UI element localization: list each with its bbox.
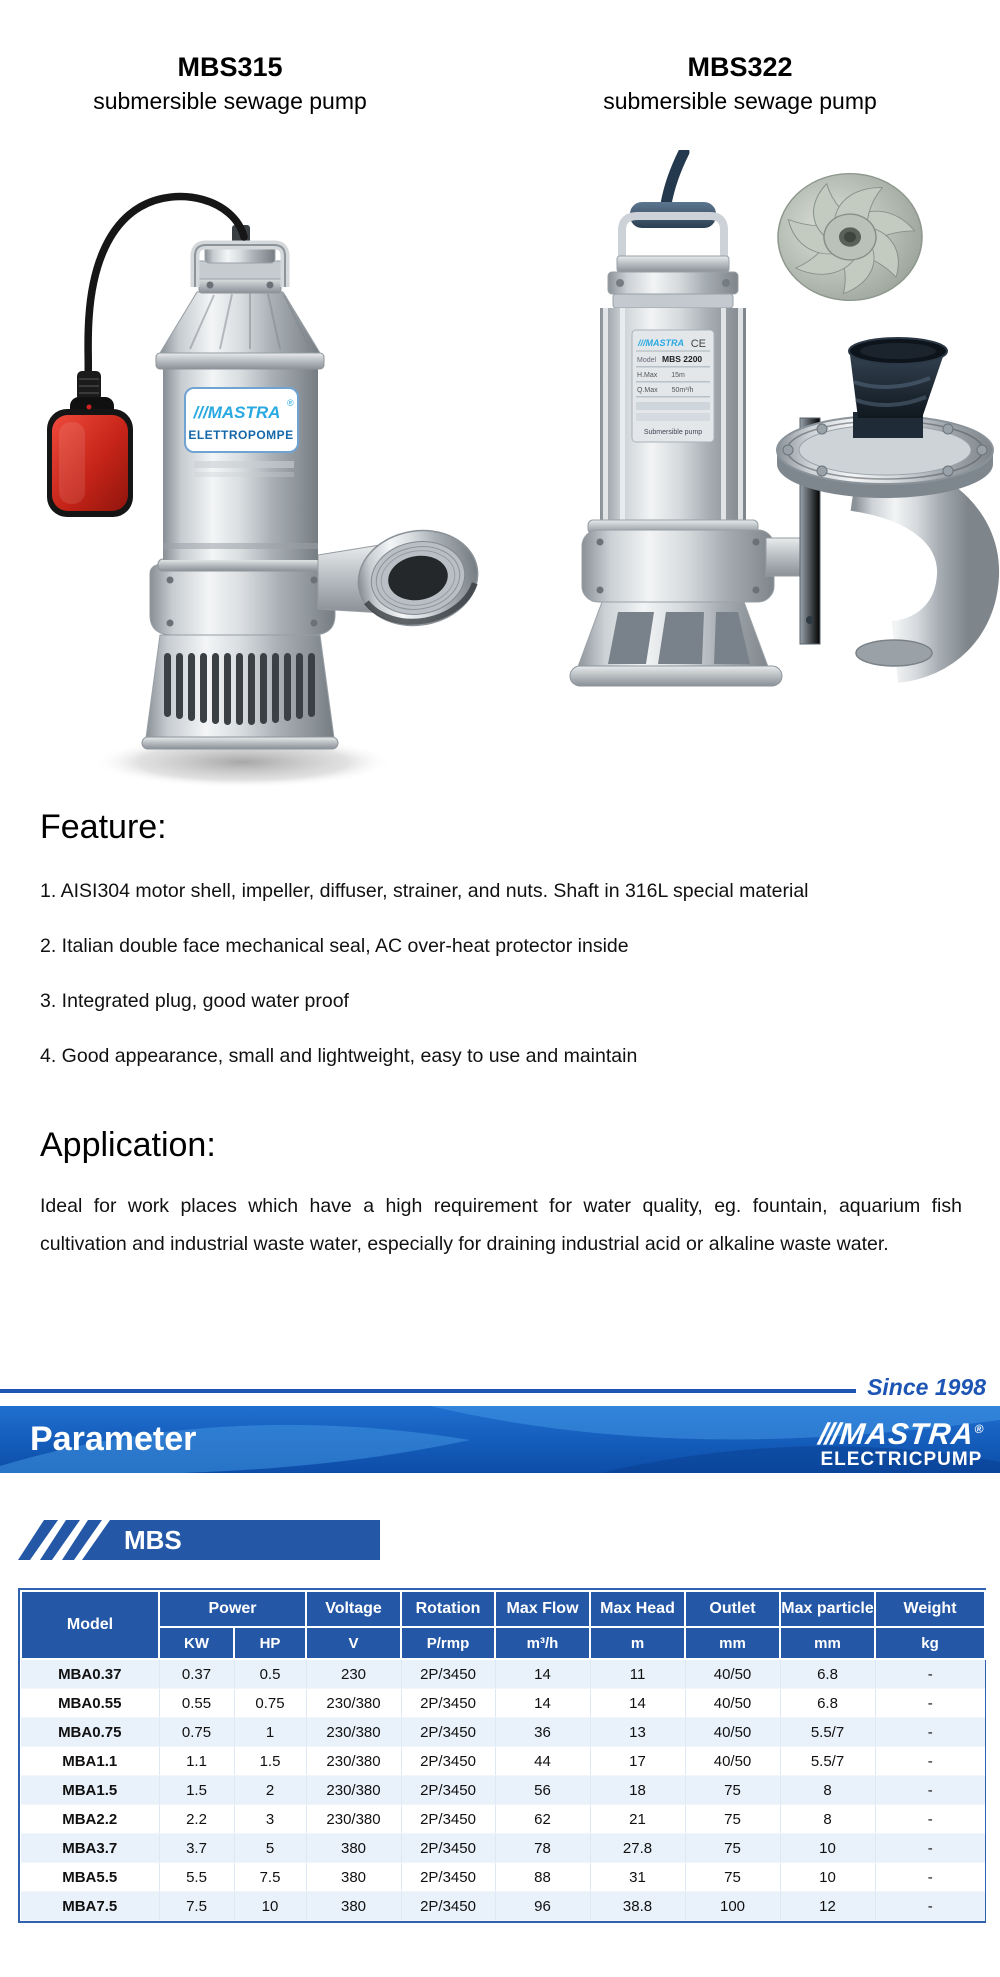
value-cell: 6.8 (780, 1659, 875, 1689)
impeller-illustration (762, 159, 938, 314)
volute-casing (150, 559, 335, 635)
float-switch (47, 371, 133, 517)
value-cell: 75 (685, 1805, 780, 1834)
plate-spec-2: Q.Max 50m³/h (637, 387, 694, 394)
value-cell: 5.5 (159, 1863, 234, 1892)
value-cell: 2 (234, 1776, 306, 1805)
feature-section (40, 808, 962, 1093)
value-cell: 2P/3450 (401, 1776, 495, 1805)
since-divider-line (0, 1389, 856, 1393)
feature-heading: Feature: (40, 808, 167, 846)
banner-title: Parameter (30, 1420, 197, 1458)
table-row (21, 1747, 985, 1776)
label-line2: ELETTROPOMPE (188, 428, 294, 442)
value-cell: 12 (780, 1892, 875, 1921)
value-cell: 1.5 (159, 1776, 234, 1805)
model-subtitle: submersible sewage pump (603, 88, 877, 114)
col-header-model: Model (21, 1591, 159, 1659)
value-cell: 10 (780, 1863, 875, 1892)
model-cell: MBA5.5 (21, 1863, 159, 1892)
discharge-outlet (318, 521, 485, 634)
col-header-max-particle: Max particle (780, 1591, 875, 1627)
feature-item: 2. Italian double face mechanical seal, AC over-heat protector inside (40, 935, 629, 957)
value-cell: 0.55 (159, 1689, 234, 1718)
col-header-weight: Weight (875, 1591, 985, 1627)
table-row (21, 1689, 985, 1718)
plate-brand: ///MASTRA (638, 338, 685, 348)
value-cell: 14 (590, 1689, 685, 1718)
value-cell: - (875, 1718, 985, 1747)
mastra-logo (816, 1413, 986, 1471)
value-cell: 7.5 (159, 1892, 234, 1921)
value-cell: 78 (495, 1834, 590, 1863)
value-cell: 5.5/7 (780, 1747, 875, 1776)
value-cell: 3 (234, 1805, 306, 1834)
value-cell: 230/380 (306, 1718, 401, 1747)
value-cell: 40/50 (685, 1689, 780, 1718)
value-cell: 62 (495, 1805, 590, 1834)
value-cell: 2P/3450 (401, 1834, 495, 1863)
value-cell: 44 (495, 1747, 590, 1776)
value-cell: 380 (306, 1863, 401, 1892)
value-cell: 14 (495, 1659, 590, 1689)
value-cell: 75 (685, 1834, 780, 1863)
nameplate (632, 330, 714, 442)
model-subtitle: submersible sewage pump (93, 88, 367, 114)
table-row (21, 1863, 985, 1892)
unit-kw: KW (159, 1627, 234, 1659)
value-cell: 40/50 (685, 1718, 780, 1747)
value-cell: 230 (306, 1659, 401, 1689)
application-heading: Application: (40, 1126, 216, 1164)
unit-m: m (590, 1627, 685, 1659)
value-cell: 18 (590, 1776, 685, 1805)
motor-body (156, 353, 324, 560)
since-text: Since 1998 (867, 1374, 986, 1400)
value-cell: - (875, 1892, 985, 1921)
brand-label (185, 388, 298, 477)
value-cell: 8 (780, 1805, 875, 1834)
value-cell: 14 (495, 1689, 590, 1718)
value-cell: 88 (495, 1863, 590, 1892)
model-cell: MBA7.5 (21, 1892, 159, 1921)
value-cell: 31 (590, 1863, 685, 1892)
table-row (21, 1776, 985, 1805)
value-cell: 2.2 (159, 1805, 234, 1834)
plate-spec-1: H.Max 15m (637, 372, 685, 379)
model-cell: MBA0.55 (21, 1689, 159, 1718)
table-row (21, 1805, 985, 1834)
logo-brand-row (817, 1413, 986, 1451)
value-cell: 2P/3450 (401, 1689, 495, 1718)
mbs322-product-image (470, 150, 1000, 710)
col-header-max-flow: Max Flow (495, 1591, 590, 1627)
table-row (21, 1718, 985, 1747)
unit-m3h: m³/h (495, 1627, 590, 1659)
unit-hp: HP (234, 1627, 306, 1659)
application-section (40, 1126, 962, 1263)
model-cell: MBA3.7 (21, 1834, 159, 1863)
model-cell: MBA0.37 (21, 1659, 159, 1689)
pump-stand (570, 602, 782, 686)
spec-table (20, 1590, 986, 1921)
logo-slashes: /// (816, 1418, 840, 1451)
value-cell: 11 (590, 1659, 685, 1689)
series-tab-mbs (18, 1520, 380, 1560)
value-cell: 40/50 (685, 1747, 780, 1776)
value-cell: 10 (780, 1834, 875, 1863)
unit-v: V (306, 1627, 401, 1659)
value-cell: 8 (780, 1776, 875, 1805)
value-cell: 1 (234, 1718, 306, 1747)
value-cell: 2P/3450 (401, 1747, 495, 1776)
value-cell: 7.5 (234, 1863, 306, 1892)
feature-item: 3. Integrated plug, good water proof (40, 990, 349, 1012)
unit-particle-mm: mm (780, 1627, 875, 1659)
logo-brand-text: MASTRA (837, 1418, 976, 1451)
value-cell: 5.5/7 (780, 1718, 875, 1747)
value-cell: 6.8 (780, 1689, 875, 1718)
logo-subtext: ELECTRICPUMP (820, 1449, 983, 1470)
elbow-fitting (777, 338, 993, 666)
ce-mark: CE (690, 338, 706, 350)
plate-model-value: MBS 2200 (662, 354, 703, 364)
value-cell: - (875, 1689, 985, 1718)
unit-outlet-mm: mm (685, 1627, 780, 1659)
product-title-mbs315 (0, 52, 460, 115)
value-cell: 0.75 (234, 1689, 306, 1718)
value-cell: 13 (590, 1718, 685, 1747)
value-cell: 75 (685, 1776, 780, 1805)
value-cell: - (875, 1805, 985, 1834)
value-cell: 380 (306, 1834, 401, 1863)
value-cell: 56 (495, 1776, 590, 1805)
value-cell: 3.7 (159, 1834, 234, 1863)
model-name: MBS322 (687, 52, 793, 82)
value-cell: 2P/3450 (401, 1863, 495, 1892)
col-header-power: Power (159, 1591, 306, 1627)
cable-stub (666, 152, 684, 204)
value-cell: 17 (590, 1747, 685, 1776)
value-cell: 75 (685, 1863, 780, 1892)
value-cell: 2P/3450 (401, 1892, 495, 1921)
value-cell: 38.8 (590, 1892, 685, 1921)
table-row (21, 1659, 985, 1689)
spec-table-container (18, 1588, 986, 1923)
value-cell: 2P/3450 (401, 1718, 495, 1747)
value-cell: 10 (234, 1892, 306, 1921)
value-cell: - (875, 1834, 985, 1863)
value-cell: 0.75 (159, 1718, 234, 1747)
model-name: MBS315 (177, 52, 283, 82)
value-cell: 1.1 (159, 1747, 234, 1776)
value-cell: 96 (495, 1892, 590, 1921)
col-header-rotation: Rotation (401, 1591, 495, 1627)
plate-footer: Submersible pump (643, 429, 703, 436)
value-cell: 230/380 (306, 1689, 401, 1718)
value-cell: 2P/3450 (401, 1805, 495, 1834)
col-header-outlet: Outlet (685, 1591, 780, 1627)
value-cell: - (875, 1863, 985, 1892)
label-logo-text: ///MASTRA (193, 403, 281, 422)
feature-item: 4. Good appearance, small and lightweight, easy to use and maintain (40, 1045, 638, 1067)
value-cell: - (875, 1659, 985, 1689)
logo-registered-mark: ® (973, 1422, 986, 1436)
value-cell: 36 (495, 1718, 590, 1747)
feature-list (40, 873, 962, 1074)
application-text: Ideal for work places which have a high requirement for water quality, eg. fountain, aquarium fish cultivation and industrial waste water, especially for draining industrial acid or alkaline waste water. (40, 1195, 962, 1255)
value-cell: 230/380 (306, 1805, 401, 1834)
value-cell: 27.8 (590, 1834, 685, 1863)
label-registered-mark: ® (287, 398, 294, 408)
product-title-mbs322 (510, 52, 970, 115)
spec-table-body (21, 1659, 985, 1921)
value-cell: 380 (306, 1892, 401, 1921)
model-cell: MBA1.5 (21, 1776, 159, 1805)
value-cell: 1.5 (234, 1747, 306, 1776)
value-cell: 2P/3450 (401, 1659, 495, 1689)
value-cell: 5 (234, 1834, 306, 1863)
value-cell: 0.37 (159, 1659, 234, 1689)
unit-prmp: P/rmp (401, 1627, 495, 1659)
model-cell: MBA2.2 (21, 1805, 159, 1834)
parameter-banner (0, 1406, 1000, 1473)
top-cone (160, 292, 320, 353)
col-header-voltage: Voltage (306, 1591, 401, 1627)
mbs315-product-image (18, 185, 488, 805)
col-header-max-head: Max Head (590, 1591, 685, 1627)
model-cell: MBA0.75 (21, 1718, 159, 1747)
strainer-base (142, 635, 338, 749)
value-cell: 0.5 (234, 1659, 306, 1689)
table-row (21, 1892, 985, 1921)
value-cell: - (875, 1747, 985, 1776)
plate-model-label: Model (637, 357, 657, 364)
value-cell: 100 (685, 1892, 780, 1921)
model-cell: MBA1.1 (21, 1747, 159, 1776)
value-cell: 21 (590, 1805, 685, 1834)
value-cell: 40/50 (685, 1659, 780, 1689)
value-cell: 230/380 (306, 1776, 401, 1805)
unit-kg: kg (875, 1627, 985, 1659)
series-tab-label: MBS (124, 1525, 182, 1555)
value-cell: 230/380 (306, 1747, 401, 1776)
value-cell: - (875, 1776, 985, 1805)
table-row (21, 1834, 985, 1863)
feature-item: 1. AISI304 motor shell, impeller, diffuser, strainer, and nuts. Shaft in 316L special material (40, 880, 809, 902)
